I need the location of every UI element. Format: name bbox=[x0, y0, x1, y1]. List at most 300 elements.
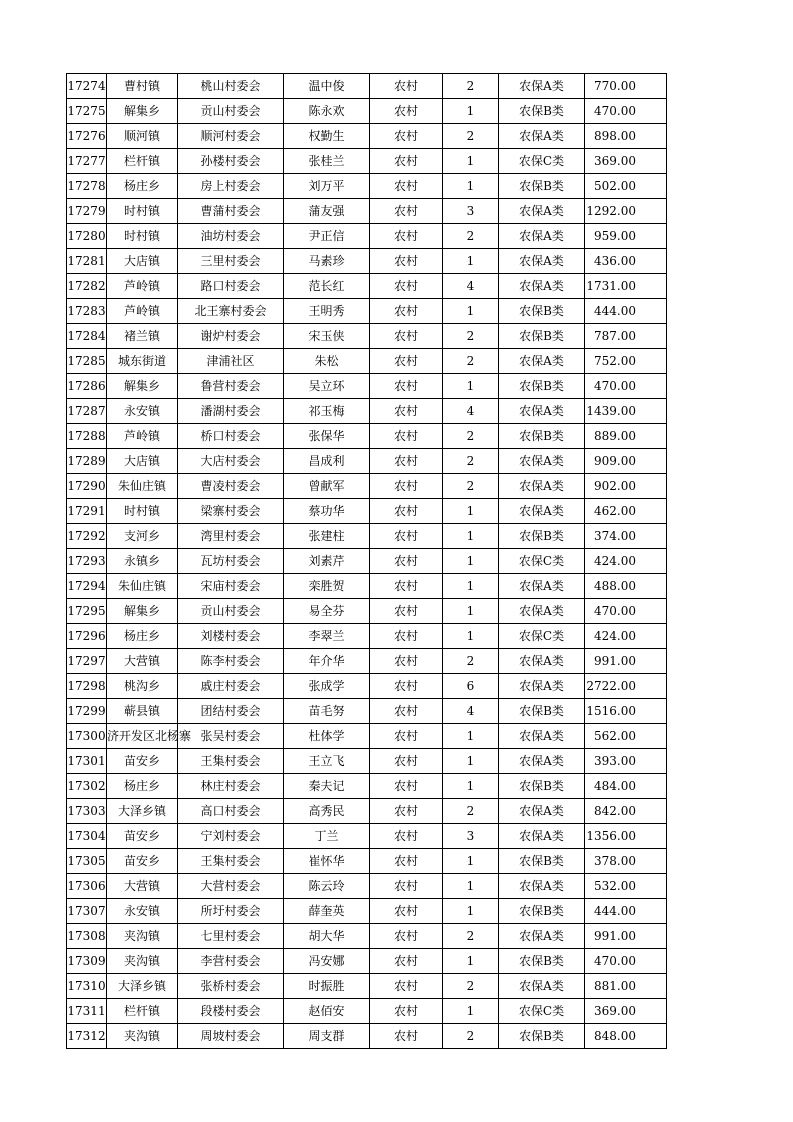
household-count-cell: 2 bbox=[443, 224, 499, 249]
table-row bbox=[67, 424, 667, 449]
table-body bbox=[67, 74, 667, 1049]
category-cell: 农保B类 bbox=[499, 774, 585, 799]
category-cell: 农保B类 bbox=[499, 699, 585, 724]
table-row bbox=[67, 749, 667, 774]
table-row bbox=[67, 299, 667, 324]
town-cell: 支河乡 bbox=[107, 524, 178, 549]
residence-type-cell: 农村 bbox=[370, 899, 443, 924]
residence-type-cell: 农村 bbox=[370, 974, 443, 999]
household-count-cell: 3 bbox=[443, 199, 499, 224]
row-id-cell: 17308 bbox=[67, 924, 107, 949]
name-cell: 张桂兰 bbox=[284, 149, 370, 174]
household-count-cell: 1 bbox=[443, 149, 499, 174]
name-cell: 赵佰安 bbox=[284, 999, 370, 1024]
row-id-cell: 17282 bbox=[67, 274, 107, 299]
name-cell: 高秀民 bbox=[284, 799, 370, 824]
name-cell: 曾献军 bbox=[284, 474, 370, 499]
name-cell: 丁兰 bbox=[284, 824, 370, 849]
row-id-cell: 17284 bbox=[67, 324, 107, 349]
category-cell: 农保B类 bbox=[499, 424, 585, 449]
residence-type-cell: 农村 bbox=[370, 199, 443, 224]
category-cell: 农保A类 bbox=[499, 574, 585, 599]
residence-type-cell: 农村 bbox=[370, 699, 443, 724]
category-cell: 农保A类 bbox=[499, 474, 585, 499]
table-row bbox=[67, 949, 667, 974]
name-cell: 冯安娜 bbox=[284, 949, 370, 974]
category-cell: 农保A类 bbox=[499, 924, 585, 949]
row-id-cell: 17276 bbox=[67, 124, 107, 149]
household-count-cell: 2 bbox=[443, 799, 499, 824]
category-cell: 农保A类 bbox=[499, 974, 585, 999]
row-id-cell: 17274 bbox=[67, 74, 107, 99]
table-row bbox=[67, 899, 667, 924]
town-cell: 大店镇 bbox=[107, 449, 178, 474]
category-cell: 农保A类 bbox=[499, 224, 585, 249]
category-cell: 农保A类 bbox=[499, 874, 585, 899]
table-row bbox=[67, 274, 667, 299]
row-id-cell: 17292 bbox=[67, 524, 107, 549]
residence-type-cell: 农村 bbox=[370, 424, 443, 449]
table-row bbox=[67, 799, 667, 824]
town-cell: 解集乡 bbox=[107, 599, 178, 624]
household-count-cell: 1 bbox=[443, 749, 499, 774]
row-id-cell: 17291 bbox=[67, 499, 107, 524]
village-cell: 高口村委会 bbox=[178, 799, 284, 824]
residence-type-cell: 农村 bbox=[370, 124, 443, 149]
town-cell: 芦岭镇 bbox=[107, 299, 178, 324]
name-cell: 张成学 bbox=[284, 674, 370, 699]
table-row bbox=[67, 74, 667, 99]
row-id-cell: 17287 bbox=[67, 399, 107, 424]
village-cell: 路口村委会 bbox=[178, 274, 284, 299]
town-cell: 栏杆镇 bbox=[107, 149, 178, 174]
table-row bbox=[67, 1024, 667, 1049]
category-cell: 农保C类 bbox=[499, 549, 585, 574]
town-cell: 桃沟乡 bbox=[107, 674, 178, 699]
village-cell: 瓦坊村委会 bbox=[178, 549, 284, 574]
residence-type-cell: 农村 bbox=[370, 499, 443, 524]
village-cell: 顺河村委会 bbox=[178, 124, 284, 149]
residence-type-cell: 农村 bbox=[370, 74, 443, 99]
row-id-cell: 17309 bbox=[67, 949, 107, 974]
residence-type-cell: 农村 bbox=[370, 624, 443, 649]
table-row bbox=[67, 599, 667, 624]
residence-type-cell: 农村 bbox=[370, 374, 443, 399]
residence-type-cell: 农村 bbox=[370, 474, 443, 499]
town-cell: 解集乡 bbox=[107, 99, 178, 124]
category-cell: 农保B类 bbox=[499, 949, 585, 974]
row-id-cell: 17303 bbox=[67, 799, 107, 824]
table-row bbox=[67, 149, 667, 174]
name-cell: 李翠兰 bbox=[284, 624, 370, 649]
amount-cell: 532.00 bbox=[585, 874, 667, 899]
household-count-cell: 1 bbox=[443, 599, 499, 624]
row-id-cell: 17306 bbox=[67, 874, 107, 899]
category-cell: 农保B类 bbox=[499, 524, 585, 549]
table-row bbox=[67, 249, 667, 274]
village-cell: 团结村委会 bbox=[178, 699, 284, 724]
town-cell: 曹村镇 bbox=[107, 74, 178, 99]
row-id-cell: 17279 bbox=[67, 199, 107, 224]
village-cell: 孙楼村委会 bbox=[178, 149, 284, 174]
amount-cell: 1516.00 bbox=[585, 699, 667, 724]
household-count-cell: 1 bbox=[443, 724, 499, 749]
residence-type-cell: 农村 bbox=[370, 724, 443, 749]
village-cell: 张桥村委会 bbox=[178, 974, 284, 999]
category-cell: 农保B类 bbox=[499, 899, 585, 924]
table-row bbox=[67, 774, 667, 799]
category-cell: 农保C类 bbox=[499, 624, 585, 649]
row-id-cell: 17311 bbox=[67, 999, 107, 1024]
row-id-cell: 17302 bbox=[67, 774, 107, 799]
town-cell: 大泽乡镇 bbox=[107, 799, 178, 824]
table-row bbox=[67, 999, 667, 1024]
name-cell: 刘万平 bbox=[284, 174, 370, 199]
village-cell: 大营村委会 bbox=[178, 874, 284, 899]
village-cell: 潘湖村委会 bbox=[178, 399, 284, 424]
town-cell: 朱仙庄镇 bbox=[107, 474, 178, 499]
amount-cell: 470.00 bbox=[585, 599, 667, 624]
household-count-cell: 1 bbox=[443, 949, 499, 974]
row-id-cell: 17277 bbox=[67, 149, 107, 174]
row-id-cell: 17304 bbox=[67, 824, 107, 849]
household-count-cell: 1 bbox=[443, 249, 499, 274]
village-cell: 贡山村委会 bbox=[178, 599, 284, 624]
amount-cell: 902.00 bbox=[585, 474, 667, 499]
name-cell: 胡大华 bbox=[284, 924, 370, 949]
residence-type-cell: 农村 bbox=[370, 599, 443, 624]
residence-type-cell: 农村 bbox=[370, 574, 443, 599]
household-count-cell: 2 bbox=[443, 974, 499, 999]
town-cell: 蕲县镇 bbox=[107, 699, 178, 724]
category-cell: 农保A类 bbox=[499, 349, 585, 374]
village-cell: 三里村委会 bbox=[178, 249, 284, 274]
category-cell: 农保A类 bbox=[499, 724, 585, 749]
residence-type-cell: 农村 bbox=[370, 649, 443, 674]
category-cell: 农保B类 bbox=[499, 299, 585, 324]
name-cell: 陈云玲 bbox=[284, 874, 370, 899]
name-cell: 朱松 bbox=[284, 349, 370, 374]
table-row bbox=[67, 474, 667, 499]
amount-cell: 470.00 bbox=[585, 374, 667, 399]
village-cell: 桃山村委会 bbox=[178, 74, 284, 99]
residence-type-cell: 农村 bbox=[370, 174, 443, 199]
household-count-cell: 1 bbox=[443, 549, 499, 574]
village-cell: 鲁营村委会 bbox=[178, 374, 284, 399]
village-cell: 王集村委会 bbox=[178, 749, 284, 774]
name-cell: 陈永欢 bbox=[284, 99, 370, 124]
town-cell: 大营镇 bbox=[107, 649, 178, 674]
household-count-cell: 1 bbox=[443, 774, 499, 799]
residence-type-cell: 农村 bbox=[370, 849, 443, 874]
town-cell: 城东街道 bbox=[107, 349, 178, 374]
amount-cell: 444.00 bbox=[585, 299, 667, 324]
table-row bbox=[67, 549, 667, 574]
residence-type-cell: 农村 bbox=[370, 749, 443, 774]
amount-cell: 1356.00 bbox=[585, 824, 667, 849]
town-cell: 芦岭镇 bbox=[107, 274, 178, 299]
household-count-cell: 1 bbox=[443, 999, 499, 1024]
amount-cell: 444.00 bbox=[585, 899, 667, 924]
town-cell: 解集乡 bbox=[107, 374, 178, 399]
category-cell: 农保C类 bbox=[499, 149, 585, 174]
residence-type-cell: 农村 bbox=[370, 524, 443, 549]
table-row bbox=[67, 699, 667, 724]
table-row bbox=[67, 974, 667, 999]
row-id-cell: 17300 bbox=[67, 724, 107, 749]
name-cell: 王明秀 bbox=[284, 299, 370, 324]
amount-cell: 462.00 bbox=[585, 499, 667, 524]
residence-type-cell: 农村 bbox=[370, 149, 443, 174]
town-cell: 杨庄乡 bbox=[107, 774, 178, 799]
household-count-cell: 2 bbox=[443, 1024, 499, 1049]
category-cell: 农保A类 bbox=[499, 74, 585, 99]
village-cell: 湾里村委会 bbox=[178, 524, 284, 549]
category-cell: 农保B类 bbox=[499, 374, 585, 399]
row-id-cell: 17294 bbox=[67, 574, 107, 599]
village-cell: 北王寨村委会 bbox=[178, 299, 284, 324]
residence-type-cell: 农村 bbox=[370, 399, 443, 424]
row-id-cell: 17310 bbox=[67, 974, 107, 999]
category-cell: 农保A类 bbox=[499, 399, 585, 424]
name-cell: 权勤生 bbox=[284, 124, 370, 149]
name-cell: 苗毛努 bbox=[284, 699, 370, 724]
household-count-cell: 6 bbox=[443, 674, 499, 699]
row-id-cell: 17278 bbox=[67, 174, 107, 199]
table-row bbox=[67, 874, 667, 899]
town-cell: 永安镇 bbox=[107, 899, 178, 924]
village-cell: 房上村委会 bbox=[178, 174, 284, 199]
village-cell: 宁刘村委会 bbox=[178, 824, 284, 849]
amount-cell: 881.00 bbox=[585, 974, 667, 999]
residence-type-cell: 农村 bbox=[370, 349, 443, 374]
table-row bbox=[67, 449, 667, 474]
village-cell: 张吴村委会 bbox=[178, 724, 284, 749]
category-cell: 农保A类 bbox=[499, 799, 585, 824]
household-count-cell: 4 bbox=[443, 699, 499, 724]
table-row bbox=[67, 499, 667, 524]
town-cell: 夹沟镇 bbox=[107, 1024, 178, 1049]
name-cell: 马素珍 bbox=[284, 249, 370, 274]
residence-type-cell: 农村 bbox=[370, 99, 443, 124]
village-cell: 李营村委会 bbox=[178, 949, 284, 974]
amount-cell: 2722.00 bbox=[585, 674, 667, 699]
amount-cell: 991.00 bbox=[585, 924, 667, 949]
table-row bbox=[67, 124, 667, 149]
table-row bbox=[67, 624, 667, 649]
row-id-cell: 17305 bbox=[67, 849, 107, 874]
residence-type-cell: 农村 bbox=[370, 1024, 443, 1049]
amount-cell: 889.00 bbox=[585, 424, 667, 449]
name-cell: 尹正信 bbox=[284, 224, 370, 249]
category-cell: 农保A类 bbox=[499, 824, 585, 849]
village-cell: 七里村委会 bbox=[178, 924, 284, 949]
category-cell: 农保A类 bbox=[499, 249, 585, 274]
residence-type-cell: 农村 bbox=[370, 224, 443, 249]
row-id-cell: 17281 bbox=[67, 249, 107, 274]
table-row bbox=[67, 724, 667, 749]
row-id-cell: 17298 bbox=[67, 674, 107, 699]
table-row bbox=[67, 199, 667, 224]
name-cell: 张保华 bbox=[284, 424, 370, 449]
household-count-cell: 1 bbox=[443, 524, 499, 549]
residence-type-cell: 农村 bbox=[370, 299, 443, 324]
amount-cell: 424.00 bbox=[585, 549, 667, 574]
household-count-cell: 1 bbox=[443, 624, 499, 649]
village-cell: 周坡村委会 bbox=[178, 1024, 284, 1049]
household-count-cell: 2 bbox=[443, 474, 499, 499]
amount-cell: 787.00 bbox=[585, 324, 667, 349]
town-cell: 大营镇 bbox=[107, 874, 178, 899]
town-cell: 时村镇 bbox=[107, 199, 178, 224]
name-cell: 蔡功华 bbox=[284, 499, 370, 524]
name-cell: 薛奎英 bbox=[284, 899, 370, 924]
household-count-cell: 1 bbox=[443, 299, 499, 324]
table-row bbox=[67, 574, 667, 599]
household-count-cell: 1 bbox=[443, 574, 499, 599]
category-cell: 农保A类 bbox=[499, 649, 585, 674]
village-cell: 陈李村委会 bbox=[178, 649, 284, 674]
village-cell: 戚庄村委会 bbox=[178, 674, 284, 699]
table-row bbox=[67, 849, 667, 874]
amount-cell: 752.00 bbox=[585, 349, 667, 374]
household-count-cell: 2 bbox=[443, 449, 499, 474]
category-cell: 农保B类 bbox=[499, 99, 585, 124]
name-cell: 宋玉侠 bbox=[284, 324, 370, 349]
amount-cell: 369.00 bbox=[585, 999, 667, 1024]
amount-cell: 470.00 bbox=[585, 949, 667, 974]
town-cell: 济开发区北杨寨 bbox=[107, 724, 178, 749]
amount-cell: 424.00 bbox=[585, 624, 667, 649]
residence-type-cell: 农村 bbox=[370, 999, 443, 1024]
name-cell: 昌成利 bbox=[284, 449, 370, 474]
category-cell: 农保A类 bbox=[499, 674, 585, 699]
table-row bbox=[67, 174, 667, 199]
town-cell: 夹沟镇 bbox=[107, 949, 178, 974]
residence-type-cell: 农村 bbox=[370, 674, 443, 699]
row-id-cell: 17299 bbox=[67, 699, 107, 724]
table-row bbox=[67, 399, 667, 424]
table-row bbox=[67, 324, 667, 349]
residence-type-cell: 农村 bbox=[370, 549, 443, 574]
household-count-cell: 1 bbox=[443, 99, 499, 124]
village-cell: 谢炉村委会 bbox=[178, 324, 284, 349]
town-cell: 苗安乡 bbox=[107, 849, 178, 874]
village-cell: 桥口村委会 bbox=[178, 424, 284, 449]
category-cell: 农保A类 bbox=[499, 274, 585, 299]
village-cell: 王集村委会 bbox=[178, 849, 284, 874]
category-cell: 农保B类 bbox=[499, 1024, 585, 1049]
town-cell: 永镇乡 bbox=[107, 549, 178, 574]
category-cell: 农保B类 bbox=[499, 849, 585, 874]
amount-cell: 959.00 bbox=[585, 224, 667, 249]
table-row bbox=[67, 99, 667, 124]
residence-type-cell: 农村 bbox=[370, 249, 443, 274]
town-cell: 芦岭镇 bbox=[107, 424, 178, 449]
name-cell: 秦夫记 bbox=[284, 774, 370, 799]
town-cell: 朱仙庄镇 bbox=[107, 574, 178, 599]
name-cell: 吴立环 bbox=[284, 374, 370, 399]
name-cell: 刘素芹 bbox=[284, 549, 370, 574]
name-cell: 易全芬 bbox=[284, 599, 370, 624]
village-cell: 林庄村委会 bbox=[178, 774, 284, 799]
village-cell: 贡山村委会 bbox=[178, 99, 284, 124]
name-cell: 范长红 bbox=[284, 274, 370, 299]
name-cell: 张建柱 bbox=[284, 524, 370, 549]
village-cell: 大店村委会 bbox=[178, 449, 284, 474]
town-cell: 褚兰镇 bbox=[107, 324, 178, 349]
town-cell: 苗安乡 bbox=[107, 824, 178, 849]
row-id-cell: 17288 bbox=[67, 424, 107, 449]
amount-cell: 369.00 bbox=[585, 149, 667, 174]
residence-type-cell: 农村 bbox=[370, 874, 443, 899]
town-cell: 永安镇 bbox=[107, 399, 178, 424]
household-count-cell: 2 bbox=[443, 649, 499, 674]
town-cell: 苗安乡 bbox=[107, 749, 178, 774]
town-cell: 顺河镇 bbox=[107, 124, 178, 149]
category-cell: 农保B类 bbox=[499, 174, 585, 199]
amount-cell: 770.00 bbox=[585, 74, 667, 99]
table-row bbox=[67, 649, 667, 674]
household-count-cell: 1 bbox=[443, 849, 499, 874]
town-cell: 大店镇 bbox=[107, 249, 178, 274]
category-cell: 农保A类 bbox=[499, 449, 585, 474]
village-cell: 曹蒲村委会 bbox=[178, 199, 284, 224]
household-count-cell: 4 bbox=[443, 274, 499, 299]
village-cell: 津浦社区 bbox=[178, 349, 284, 374]
data-table bbox=[66, 73, 667, 1049]
village-cell: 宋庙村委会 bbox=[178, 574, 284, 599]
residence-type-cell: 农村 bbox=[370, 924, 443, 949]
row-id-cell: 17290 bbox=[67, 474, 107, 499]
row-id-cell: 17280 bbox=[67, 224, 107, 249]
residence-type-cell: 农村 bbox=[370, 949, 443, 974]
amount-cell: 378.00 bbox=[585, 849, 667, 874]
household-count-cell: 2 bbox=[443, 924, 499, 949]
residence-type-cell: 农村 bbox=[370, 274, 443, 299]
village-cell: 曹凌村委会 bbox=[178, 474, 284, 499]
table-row bbox=[67, 924, 667, 949]
village-cell: 梁寨村委会 bbox=[178, 499, 284, 524]
amount-cell: 374.00 bbox=[585, 524, 667, 549]
town-cell: 栏杆镇 bbox=[107, 999, 178, 1024]
residence-type-cell: 农村 bbox=[370, 799, 443, 824]
category-cell: 农保A类 bbox=[499, 599, 585, 624]
household-count-cell: 1 bbox=[443, 499, 499, 524]
amount-cell: 848.00 bbox=[585, 1024, 667, 1049]
village-cell: 段楼村委会 bbox=[178, 999, 284, 1024]
town-cell: 夹沟镇 bbox=[107, 924, 178, 949]
amount-cell: 436.00 bbox=[585, 249, 667, 274]
table-row bbox=[67, 224, 667, 249]
name-cell: 周支群 bbox=[284, 1024, 370, 1049]
town-cell: 大泽乡镇 bbox=[107, 974, 178, 999]
category-cell: 农保A类 bbox=[499, 499, 585, 524]
name-cell: 温中俊 bbox=[284, 74, 370, 99]
row-id-cell: 17285 bbox=[67, 349, 107, 374]
category-cell: 农保C类 bbox=[499, 999, 585, 1024]
amount-cell: 898.00 bbox=[585, 124, 667, 149]
household-count-cell: 1 bbox=[443, 374, 499, 399]
residence-type-cell: 农村 bbox=[370, 324, 443, 349]
town-cell: 时村镇 bbox=[107, 224, 178, 249]
row-id-cell: 17286 bbox=[67, 374, 107, 399]
row-id-cell: 17312 bbox=[67, 1024, 107, 1049]
table-row bbox=[67, 349, 667, 374]
household-count-cell: 2 bbox=[443, 424, 499, 449]
table-row bbox=[67, 824, 667, 849]
amount-cell: 393.00 bbox=[585, 749, 667, 774]
